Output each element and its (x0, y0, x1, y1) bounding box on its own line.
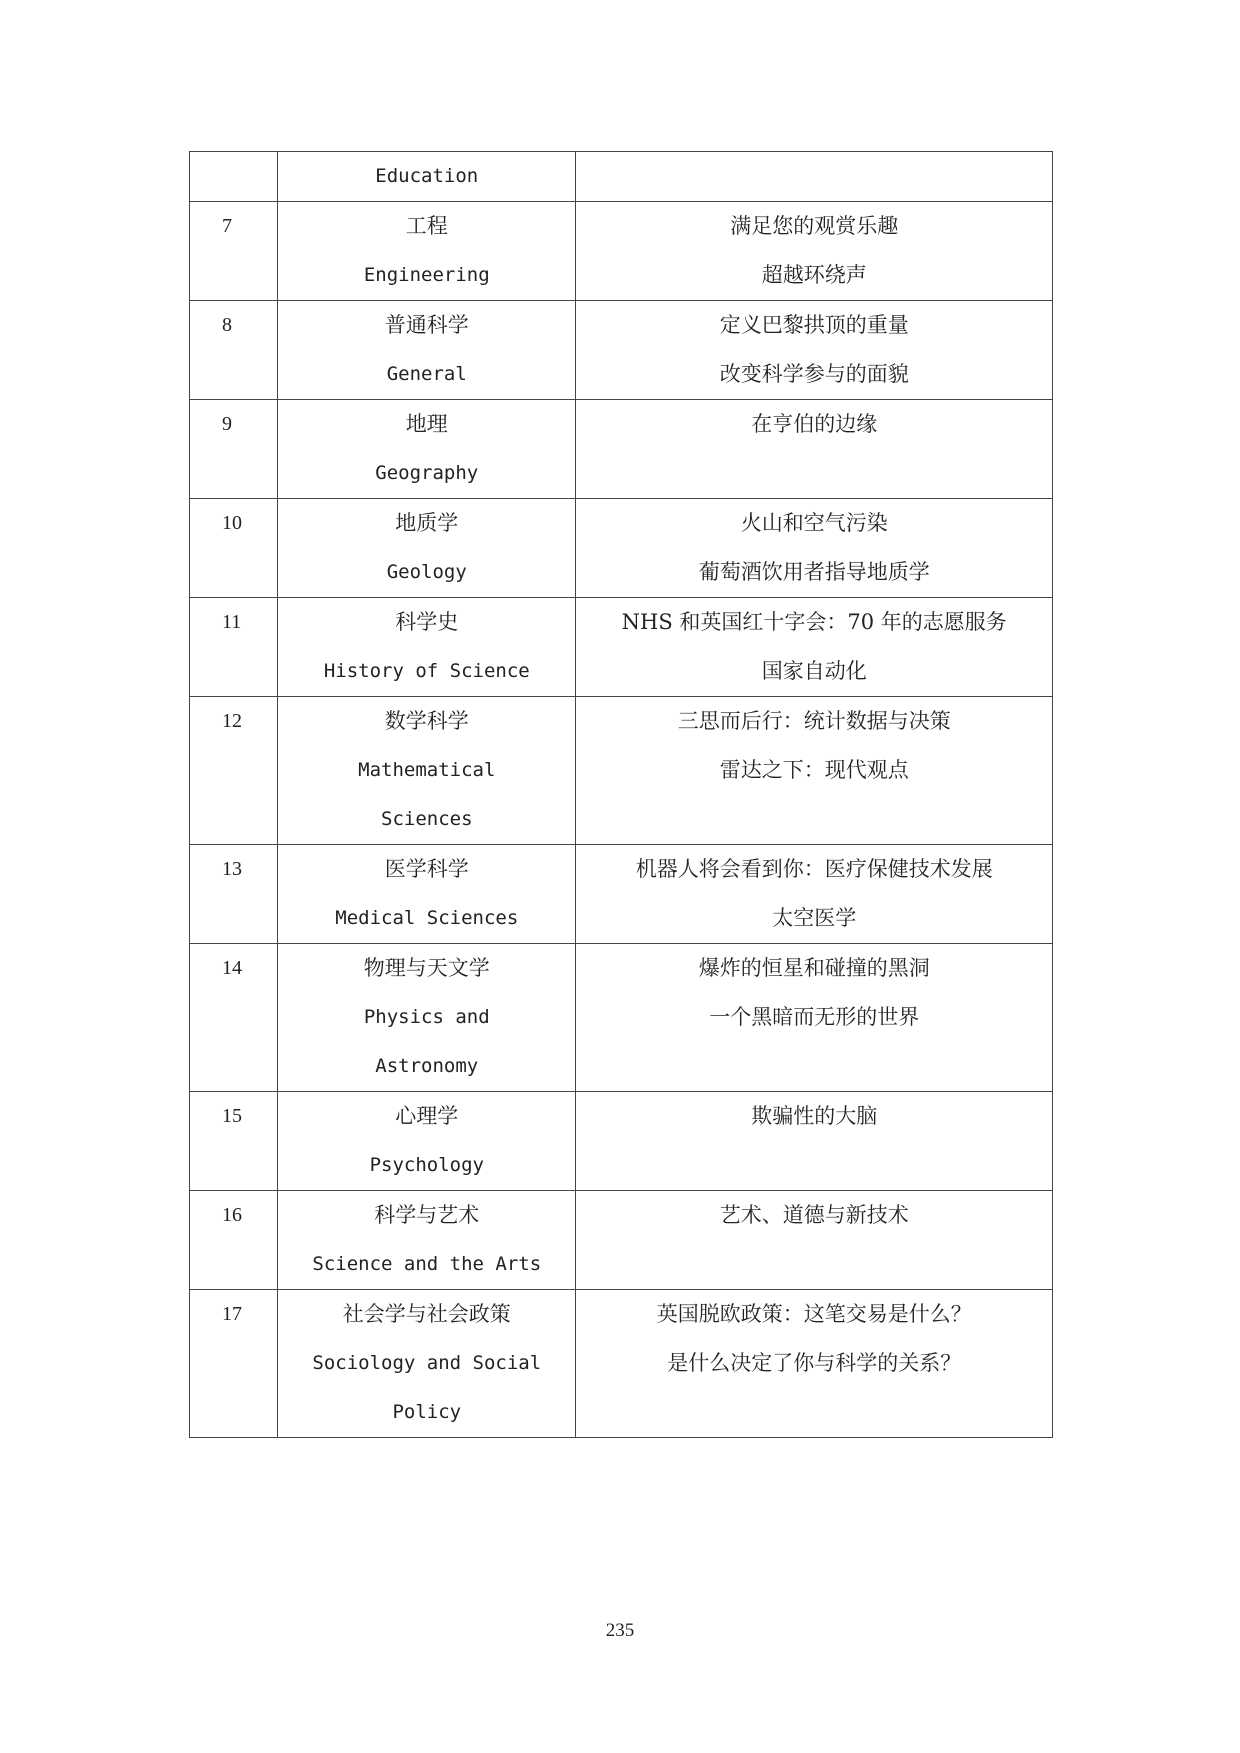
subject-cell (278, 697, 576, 845)
subject-chinese: 普通科学 (384, 313, 469, 337)
event-table (189, 151, 1053, 1438)
row-number (190, 152, 278, 202)
subject-english: Astronomy (375, 1055, 479, 1077)
subject-cell (278, 845, 576, 944)
table-body (190, 152, 1053, 1438)
page-number: 235 (605, 1620, 635, 1641)
table-row (190, 1290, 1053, 1438)
subject-english: General (386, 363, 467, 385)
row-number: 15 (190, 1092, 278, 1191)
lecture-title: 超越环绕声 (761, 263, 867, 287)
lecture-title: 爆炸的恒星和碰撞的黑洞 (698, 956, 930, 980)
subject-chinese: 数学科学 (384, 709, 469, 733)
table-row (190, 598, 1053, 697)
lecture-title: 满足您的观赏乐趣 (730, 214, 899, 238)
subject-cell (278, 400, 576, 499)
lecture-title: 艺术、道德与新技术 (719, 1203, 909, 1227)
lecture-titles-cell (576, 944, 1053, 1092)
lecture-title: 葡萄酒饮用者指导地质学 (698, 560, 930, 584)
table-row (190, 301, 1053, 400)
subject-chinese: 工程 (405, 214, 448, 238)
lecture-title: 改变科学参与的面貌 (719, 362, 909, 386)
subject-chinese: 地质学 (395, 511, 459, 535)
lecture-titles-cell (576, 301, 1053, 400)
subject-chinese: 物理与天文学 (363, 956, 490, 980)
table-row (190, 400, 1053, 499)
subject-english: Sciences (381, 808, 473, 830)
subject-english: Geography (375, 462, 479, 484)
subject-chinese: 医学科学 (384, 857, 469, 881)
lecture-titles-cell (576, 697, 1053, 845)
table-row (190, 697, 1053, 845)
subject-english: Geology (386, 561, 467, 583)
row-number: 14 (190, 944, 278, 1092)
row-number: 8 (190, 301, 278, 400)
lecture-title: 欺骗性的大脑 (751, 1104, 878, 1128)
subject-english: Psychology (369, 1154, 484, 1176)
lecture-titles-cell (576, 499, 1053, 598)
row-number: 13 (190, 845, 278, 944)
subject-cell (278, 1191, 576, 1290)
row-number: 16 (190, 1191, 278, 1290)
lecture-titles-cell (576, 1092, 1053, 1191)
subject-cell (278, 152, 576, 202)
row-number: 9 (190, 400, 278, 499)
subject-english: Mathematical (358, 759, 496, 781)
subject-english: History of Science (323, 660, 530, 682)
subject-english: Policy (392, 1401, 462, 1423)
subject-cell (278, 598, 576, 697)
table-row (190, 152, 1053, 202)
table-row (190, 1191, 1053, 1290)
table-row (190, 499, 1053, 598)
lecture-title: 火山和空气污染 (740, 511, 888, 535)
lecture-title: 定义巴黎拱顶的重量 (719, 313, 909, 337)
lecture-titles-cell (576, 845, 1053, 944)
lecture-title: 在亨伯的边缘 (751, 412, 878, 436)
subject-cell (278, 944, 576, 1092)
subject-cell (278, 1290, 576, 1438)
lecture-titles-cell (576, 1191, 1053, 1290)
subject-cell (278, 202, 576, 301)
row-number: 12 (190, 697, 278, 845)
lecture-title: 雷达之下：现代观点 (719, 758, 909, 782)
table-row (190, 944, 1053, 1092)
subject-english: Sociology and Social (312, 1352, 542, 1374)
lecture-title: 太空医学 (772, 906, 857, 930)
lecture-title: 三思而后行：统计数据与决策 (677, 709, 951, 733)
subject-english: Science and the Arts (312, 1253, 542, 1275)
lecture-titles-cell (576, 152, 1053, 202)
lecture-title: 机器人将会看到你：医疗保健技术发展 (635, 857, 993, 881)
subject-cell (278, 301, 576, 400)
subject-cell (278, 499, 576, 598)
row-number: 10 (190, 499, 278, 598)
subject-chinese: 科学史 (395, 610, 459, 634)
subject-chinese: 科学与艺术 (374, 1203, 480, 1227)
lecture-titles-cell (576, 400, 1053, 499)
lecture-title: 英国脱欧政策：这笔交易是什么？ (656, 1302, 972, 1326)
lecture-titles-cell (576, 1290, 1053, 1438)
table-row (190, 1092, 1053, 1191)
table-row (190, 202, 1053, 301)
subject-english: Physics and (363, 1006, 490, 1028)
lecture-title: NHS 和英国红十字会：70 年的志愿服务 (621, 610, 1007, 634)
subject-english: Medical Sciences (335, 907, 519, 929)
table-row (190, 845, 1053, 944)
subject-chinese: 心理学 (395, 1104, 459, 1128)
lecture-titles-cell (576, 202, 1053, 301)
subject-english: Education (375, 165, 479, 187)
lecture-title: 一个黑暗而无形的世界 (709, 1005, 920, 1029)
lecture-title: 是什么决定了你与科学的关系？ (667, 1351, 962, 1375)
row-number: 7 (190, 202, 278, 301)
lecture-title: 国家自动化 (761, 659, 867, 683)
row-number: 11 (190, 598, 278, 697)
subject-english: Engineering (363, 264, 490, 286)
row-number: 17 (190, 1290, 278, 1438)
subject-chinese: 社会学与社会政策 (342, 1302, 511, 1326)
subject-cell (278, 1092, 576, 1191)
subject-chinese: 地理 (405, 412, 448, 436)
lecture-titles-cell (576, 598, 1053, 697)
